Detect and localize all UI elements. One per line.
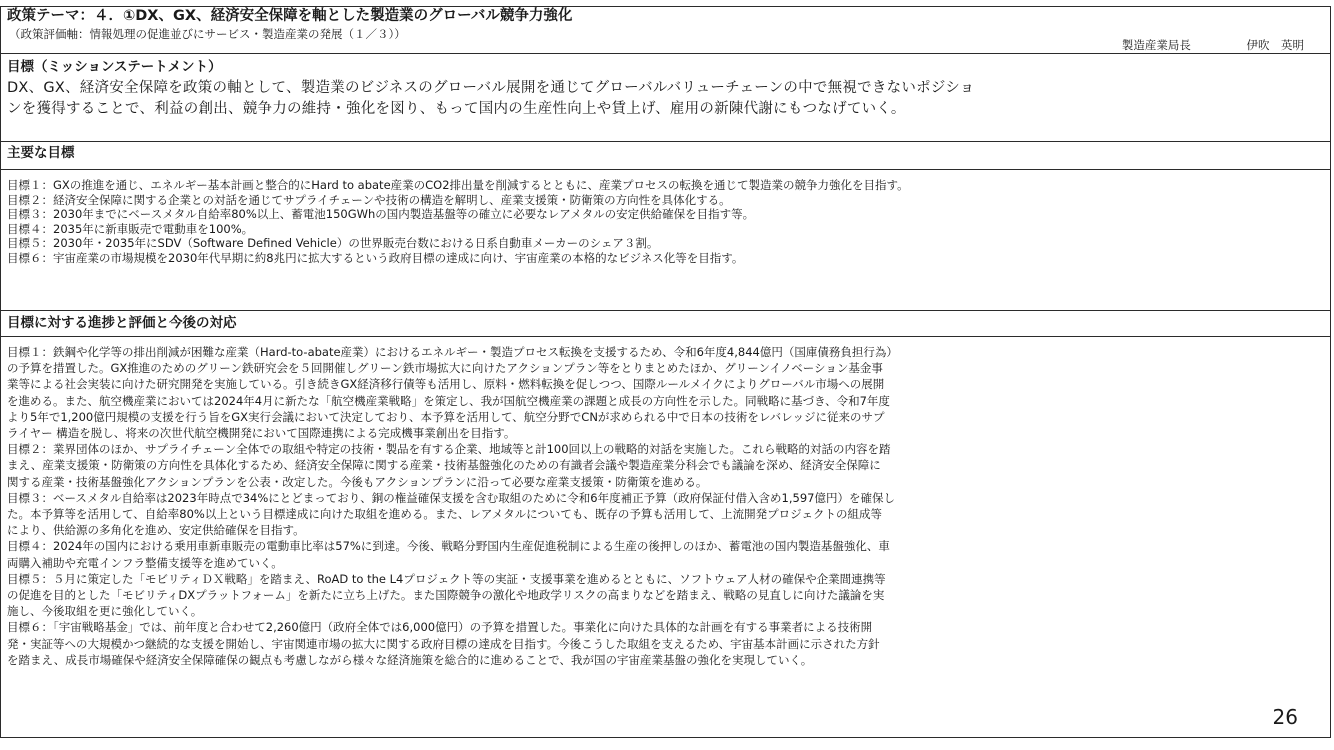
progress-line: まえ、産業支援策・防衛策の方向性を具体化するため、経済安全保障に関する産業・技術基盤強化のための有識者会議や製造産業分科会でも議論を深め、経済安全保障に — [7, 458, 881, 473]
main-goals-heading: 主要な目標 — [7, 145, 75, 161]
progress-line: 両購入補助や充電インフラ整備支援等を進めていく。 — [7, 555, 283, 570]
goal-item: 目標１：GXの推進を通じ、エネルギー基本計画と整合的にHard to abate産業のCO2排出量を削減するとともに、産業プロセスの転換を通じて製造業の競争力強化を目指す。 — [7, 178, 909, 192]
progress-heading: 目標に対する進捗と評価と今後の対応 — [7, 315, 237, 331]
mission-line: DX、GX、経済安全保障を政策の軸として、製造業のビジネスのグローバル展開を通じてグローバルバリューチェーンの中で無視できないポジショ — [7, 80, 975, 96]
header-section — [0, 6, 1331, 53]
goal-item: 目標３：2030年までにベースメタル自給率80%以上、蓄電池150GWhの国内製造基盤等の確立に必要なレアメタルの安定供給確保を目指す等。 — [7, 207, 755, 222]
page-title: 政策テーマ：４．①DX、GX、経済安全保障を軸とした製造業のグローバル競争力強化 — [7, 8, 573, 24]
progress-section — [0, 336, 1331, 738]
owner-name: 伊吹 英明 — [1246, 38, 1304, 52]
mission-line: ンを獲得することで、利益の創出、競争力の維持・強化を図り、もって国内の生産性向上や賃上げ、雇用の新陳代謝にもつなげていく。 — [7, 101, 906, 117]
progress-line: により、供給源の多角化を進め、安定供給確保を目指す。 — [7, 523, 305, 538]
progress-line: 目標１：鉄鋼や化学等の排出削減が困難な産業（Hard-to-abate産業）におけるエネルギー・製造プロセス転換を支援するため、令和6年度4,844億円（国庫債務負担行為） — [7, 345, 898, 359]
goal-item: 目標４：2035年に新車販売で電動車を100%。 — [7, 221, 254, 236]
progress-line: より5年で1,200億円規模の支援を行う旨をGX実行会議において決定しており、本予算を活用して、航空分野でCNが求められる中で日本の技術をレバレッジに従来のサプ — [7, 409, 885, 424]
goal-item: 目標２：経済安全保障に関する企業との対話を通じてサプライチェーンや技術の構造を解明し、産業支援策・防衛策の方向性を具体化する。 — [7, 192, 731, 207]
mission-statement — [7, 78, 1324, 120]
progress-line: た。本予算等を活用して、自給率80%以上という目標達成に向けた取組を進める。また、レアメタルについても、既存の予算も活用して、上流開発プロジェクトの組成等 — [7, 507, 882, 522]
progress-line: を踏まえ、成長市場確保や経済安全保障確保の観点も考慮しながら様々な経済施策を総合的に進めることで、我が国の宇宙産業基盤の強化を実現していく。 — [7, 652, 813, 667]
progress-line: 業等による社会実装に向けた研究開発を実施している。引き続きGX経済移行債等も活用し、原料・燃料転換を促しつつ、国際ルールメイクによりグローバル市場への展開 — [7, 377, 885, 392]
progress-line: の促進を目的とした「モビリティDXプラットフォーム」を新たに立ち上げた。また国際競争の激化や地政学リスクの高まりなどを踏まえ、戦略の見直しに向けた議論を実 — [7, 588, 885, 603]
page-number: 26 — [1272, 705, 1298, 729]
progress-line: 施し、今後取組を更に強化していく。 — [7, 604, 203, 619]
owner-info — [1122, 37, 1304, 53]
mission-section — [0, 53, 1331, 141]
main-goals-section — [0, 169, 1331, 310]
main-goals-heading-row — [0, 141, 1331, 169]
progress-heading-row — [0, 310, 1331, 336]
progress-line: 発・実証等への大規模かつ継続的な支援を開始し、宇宙関連市場の拡大に関する政府目標の達成を目指す。今後こうした取組を支えるため、宇宙基本計画に示された方針 — [7, 636, 880, 651]
progress-line: を進める。また、航空機産業においては2024年4月に新たな「航空機産業戦略」を策定し、我が国航空機産業の課題と成長の方向性を示した。同戦略に基づき、令和7年度 — [7, 393, 890, 408]
progress-line: の予算を措置した。GX推進のためのグリーン鉄研究会を５回開催しグリーン鉄市場拡大に向けたアクションプラン等をとりまとめたほか、グリーンイノベーション基金事 — [7, 361, 883, 376]
progress-line: 目標６：「宇宙戦略基金」では、前年度と合わせて2,260億円（政府全体では6,000億円）の予算を措置した。事業化に向けた具体的な計画を有する事業者による技術開 — [7, 620, 873, 635]
progress-line: ライヤー 構造を脱し、将来の次世代航空機開発において国際連携による完成機事業創出を目指す。 — [7, 426, 516, 441]
department-label: 製造産業局長 — [1121, 38, 1191, 52]
goal-item: 目標５：2030年・2035年にSDV（Software Defined Vehicle）の世界販売台数における日系自動車メーカーのシェア３割。 — [7, 236, 659, 251]
progress-line: 目標２：業界団体のほか、サプライチェーン全体での取組や特定の技術・製品を有する企業、地域等と計100回以上の戦略的対話を実施した。これら戦略的対話の内容を踏 — [7, 442, 891, 457]
progress-line: 目標４：2024年の国内における乗用車新車販売の電動車比率は57%に到達。今後、戦略分野国内生産促進税制による生産の後押しのほか、蓄電池の国内製造基盤強化、車 — [7, 539, 890, 554]
page-subtitle: （政策評価軸：情報処理の促進並びにサービス・製造産業の発展（１／３）） — [9, 27, 406, 41]
progress-line: 目標５：５月に策定した「モビリティＤＸ戦略」を踏まえ、RoAD to the L4プロジェクト等の実証・支援事業を進めるとともに、ソフトウェア人材の確保や企業間連携等 — [7, 571, 886, 586]
mission-heading: 目標（ミッションステートメント） — [7, 59, 222, 75]
progress-line: 関する産業・技術基盤強化アクションプランを公表・改定した。今後もアクションプランに沿って必要な産業支援策・防衛策を進める。 — [7, 474, 708, 489]
goal-item: 目標６：宇宙産業の市場規模を2030年代早期に約8兆円に拡大するという政府目標の達成に向け、宇宙産業の本格的なビジネス化等を目指す。 — [7, 250, 744, 265]
progress-line: 目標３：ベースメタル自給率は2023年時点で34%にとどまっており、銅の権益確保支援を含む取組のために令和6年度補正予算（政府保証付借入含め1,597億円）を確保し — [7, 490, 895, 505]
